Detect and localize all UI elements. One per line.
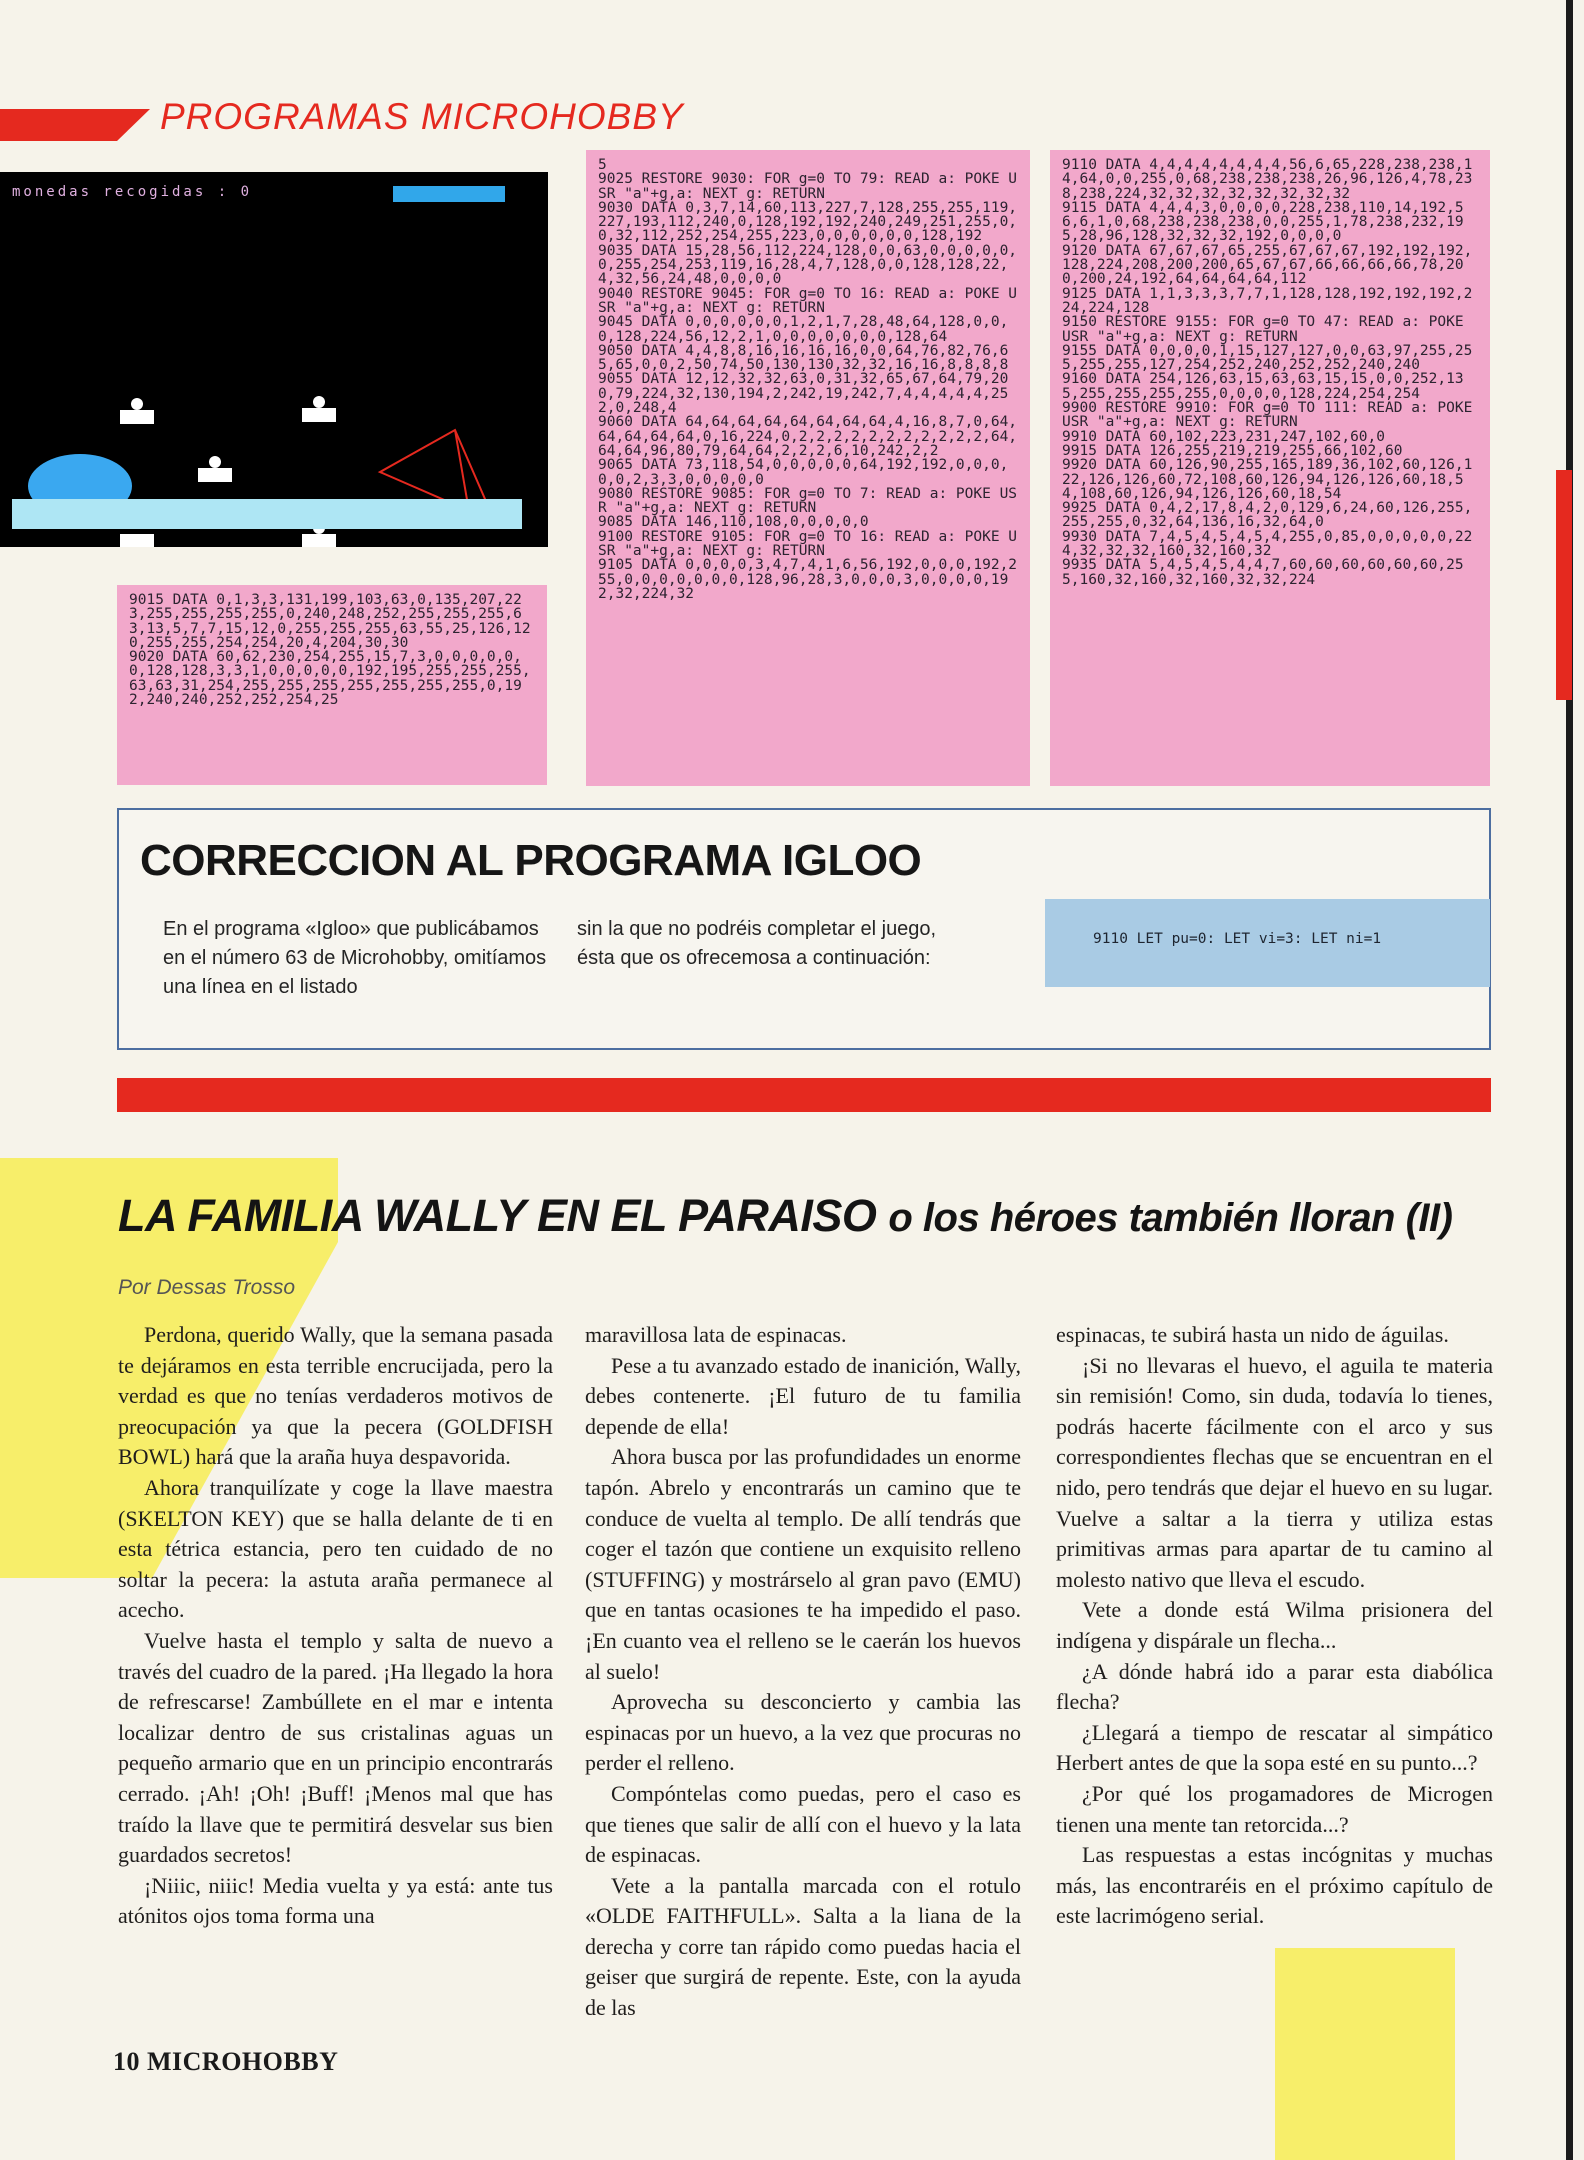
listing-c: 9110 DATA 4,4,4,4,4,4,4,4,56,6,65,228,238,238,14,64,0,0,255,0,68,238,238,238,26,96,126,4,78,238,238,224,32,32,32,32,32,32,32,32 9115 DATA 4,4,4,3,0,0,0,0,228,238,110,14,192,56,6,1,0,68,238,238,238,0,0,255,1,78,238,232,195,28,96,128,32,32,32,192,0,0,0,0 9120 DATA 67,67,67,65,255,67,67,67,192,192,192,128,224,208,200,200,65,67,67,66,66,66,66,78,200,200,24,192,64,64,64,64,112 9125 DATA 1,1,3,3,3,7,7,1,128,128,192,192,192,224,224,128 9150 RESTORE 9155: FOR g=0 TO 47: READ a: POKE USR "a"+g,a: NEXT g: RETURN 9155 DATA 0,0,0,0,1,15,127,127,0,0,63,97,255,255,255,255,127,254,252,240,252,252,240,240 9160 DATA 254,126,63,15,63,63,15,15,0,0,252,135,255,255,255,255,0,0,0,0,128,224,254,254 9900 RESTORE 9910: FOR g=0 TO 111: READ a: POKE USR "a"+g,a: NEXT g: RETURN 9910 DATA 60,102,223,231,247,102,60,0 9915 DATA 126,255,219,219,255,66,102,60 9920 DATA 60,126,90,255,165,189,36,102,60,126,122,126,126,60,72,108,60,126,94,126,126,60,18,54,108,60,126,94,126,126,60,18,54 9925 DATA 0,4,2,17,8,4,2,0,129,6,24,60,126,255,255,255,0,32,64,136,16,32,64,0 9930 DATA 7,4,5,4,5,4,5,4,255,0,85,0,0,0,0,0,224,32,32,32,160,32,160,32 9935 DATA 5,4,5,4,5,4,4,7,60,60,60,60,60,60,255,160,32,160,32,160,32,32,224 — [1050, 150, 1490, 786]
paragraph: Vete a donde está Wilma prisionera del indígena y dispárale un flecha... — [1056, 1597, 1493, 1653]
screenshot-floor — [12, 499, 522, 529]
coin — [313, 396, 325, 408]
paragraph: ¿Por qué los progamadores de Microgen tienen una mente tan retorcida...? — [1056, 1780, 1493, 1837]
paragraph: ¡Niiic, niiic! Media vuelta y ya está: ante tus atónitos ojos toma forma una — [118, 1872, 553, 1929]
article-title-sub: o los héroes también lloran (II) — [888, 1196, 1453, 1240]
paragraph: maravillosa lata de espinacas. — [585, 1322, 847, 1347]
spine-red-tab — [1556, 470, 1572, 700]
article-column-3 — [1056, 1320, 1493, 1932]
paragraph: Vete a la pantalla marcada con el rotulo «OLDE FAITHFULL». Salta a la liana de la derecha y corre tan rápido como puedas hacia el geiser que surgirá de repente. Este, con la ayuda de las — [585, 1872, 1021, 2021]
page-spine — [1566, 0, 1573, 2160]
paragraph: ¿A dónde habrá ido a parar esta diabólica flecha? — [1056, 1658, 1493, 1715]
paragraph: Aprovecha su desconcierto y cambia las espinacas por un huevo, a la vez que procuras no perder el relleno. — [585, 1689, 1021, 1776]
coin — [131, 398, 143, 410]
screenshot-hud-text: monedas recogidas : 0 — [12, 184, 253, 200]
paragraph: Perdona, querido Wally, que la semana pasada te dejáramos en esta terrible encrucijada, pero la verdad es que no tenías verdaderos motivos de preocupación ya que la pecera (GOLDFISH BOWL) hará que la araña huya despavorida. — [118, 1322, 553, 1470]
listing-b: 5 9025 RESTORE 9030: FOR g=0 TO 79: READ a: POKE USR "a"+g,a: NEXT g: RETURN 9030 DATA 0,3,7,14,60,113,227,7,128,255,255,119,227,193,112,240,0,128,192,192,240,249,251,255,0,0,32,112,252,254,255,223,0,0,0,0,0,0,128,192 9035 DATA 15,28,56,112,224,128,0,0,63,0,0,0,0,0,0,255,254,253,119,16,28,4,7,128,0,0,128,128,22,4,32,56,24,48,0,0,0,0 9040 RESTORE 9045: FOR g=0 TO 16: READ a: POKE USR "a"+g,a: NEXT g: RETURN 9045 DATA 0,0,0,0,0,0,1,2,1,7,28,48,64,128,0,0,0,128,224,56,12,2,1,0,0,0,0,0,0,0,128,64 9050 DATA 4,4,8,8,16,16,16,16,0,0,64,76,82,76,65,65,0,0,2,50,74,50,130,130,32,32,16,16,8,8,8,8 9055 DATA 12,12,32,32,63,0,31,32,65,67,64,79,200,79,224,32,130,194,2,242,19,242,7,4,4,4,4,4,252,0,248,4 9060 DATA 64,64,64,64,64,64,64,64,4,16,8,7,0,64,64,64,64,64,0,16,224,0,2,2,2,2,2,2,2,2,2,2,2,64,64,64,96,80,79,64,64,2,2,2,6,10,242,2,2 9065 DATA 73,118,54,0,0,0,0,0,64,192,192,0,0,0,0,0,2,3,3,0,0,0,0,0 9080 RESTORE 9085: FOR g=0 TO 7: READ a: POKE USR "a"+g,a: NEXT g: RETURN 9085 DATA 146,110,108,0,0,0,0,0 9100 RESTORE 9105: FOR g=0 TO 16: READ a: POKE USR "a"+g,a: NEXT g: RETURN 9105 DATA 0,0,0,0,3,4,7,4,1,6,56,192,0,0,0,192,255,0,0,0,0,0,0,0,128,96,28,3,0,0,0,3,0,0,0,0,192,32,224,32 — [586, 150, 1030, 786]
correction-text-col2: sin la que no podréis completar el juego, ésta que os ofrecemosa a continuación: — [577, 918, 937, 969]
divider-red-bar — [117, 1078, 1491, 1112]
listing-a: 9015 DATA 0,1,3,3,131,199,103,63,0,135,207,223,255,255,255,255,0,240,248,252,255,255,255,63,13,5,7,7,15,12,0,255,255,255,63,55,25,126,120,255,255,254,254,20,4,204,30,30 9020 DATA 60,62,230,254,255,15,7,3,0,0,0,0,0,0,128,128,3,3,1,0,0,0,0,0,192,195,255,255,255,63,63,31,254,255,255,255,255,255,255,255,0,192,240,240,252,252,254,25 — [117, 585, 547, 785]
game-scene-graphic — [0, 172, 548, 547]
paragraph: Pese a tu avanzado estado de inanición, Wally, debes contenerte. ¡El futuro de tu familia depende de ella! — [585, 1352, 1021, 1439]
section-title: PROGRAMAS MICROHOBBY — [160, 96, 684, 137]
article-byline: Por Dessas Trosso — [118, 1276, 295, 1299]
coin — [209, 456, 221, 468]
article-title-main: LA FAMILIA WALLY EN EL PARAISO — [118, 1190, 877, 1241]
paragraph: Compóntelas como puedas, pero el caso es que tienes que salir de allí con el huevo y la lata de espinacas. — [585, 1780, 1021, 1868]
section-accent-bar — [0, 109, 150, 141]
paragraph: ¡Si no llevaras el huevo, el aguila te materia sin remisión! Como, sin duda, todavía lo tienes, podrás hacerte fácilmente con el arco y sus correspondientes flechas que se encuentran en el nido, pero tendrás que dejar el huevo en su lugar. Vuelve a saltar a la tierra y utiliza estas primitivas armas para apartar de tu camino al molesto nativo que lleva el escudo. — [1056, 1352, 1493, 1592]
ledge — [120, 534, 154, 547]
ledge — [302, 408, 336, 422]
game-screenshot — [0, 172, 548, 547]
article-column-1 — [118, 1320, 553, 1932]
ledge — [302, 534, 336, 547]
paragraph: Vuelve hasta el templo y salta de nuevo a través del cuadro de la pared. ¡Ha llegado la hora de refrescarse! Zambúllete en el mar e intenta localizar dentro de sus cristalinas aguas un pequeño armario que en un principio encontrarás cerrado. ¡Ah! ¡Oh! ¡Buff! ¡Menos mal que has traído la llave que te permitirá desvelar sus bien guardados secretos! — [118, 1627, 553, 1868]
ledge — [120, 410, 154, 424]
ledge — [198, 468, 232, 482]
paragraph: ¿Llegará a tiempo de rescatar al simpático Herbert antes de que la sopa esté en su punto...? — [1056, 1719, 1493, 1776]
correction-code: 9110 LET pu=0: LET vi=3: LET ni=1 — [1045, 899, 1490, 987]
paragraph: Ahora busca por las profundidades un enorme tapón. Abrelo y encontrarás un camino que te conduce de vuelta al templo. De allí tendrás que coger el tazón que contiene un exquisito relleno (STUFFING) y mostrárselo al gran pavo (EMU) que en tantas ocasiones te ha impedido el paso. ¡En cuanto vea el relleno se le caerán los huevos al suelo! — [585, 1444, 1021, 1684]
yellow-highlight — [1275, 1948, 1455, 2160]
correction-title: CORRECCION AL PROGRAMA IGLOO — [140, 836, 922, 885]
article-title — [118, 1190, 1452, 1242]
page-folio: 10 MICROHOBBY — [113, 2047, 339, 2076]
paragraph: Las respuestas a estas incógnitas y muchas más, las encontraréis en el próximo capítulo de este lacrimógeno serial. — [1056, 1842, 1493, 1929]
paragraph: Ahora tranquilízate y coge la llave maestra (SKELTON KEY) que se halla delante de ti en esta tétrica estancia, pero ten cuidado de no soltar la pecera: la astuta araña permanece al acecho. — [118, 1474, 553, 1623]
paragraph: espinacas, te subirá hasta un nido de águilas. — [1056, 1322, 1449, 1347]
article-column-2 — [585, 1320, 1021, 2024]
correction-text-col1: En el programa «Igloo» que publicábamos en el número 63 de Microhobby, omitíamos una línea en el listado — [163, 918, 547, 998]
